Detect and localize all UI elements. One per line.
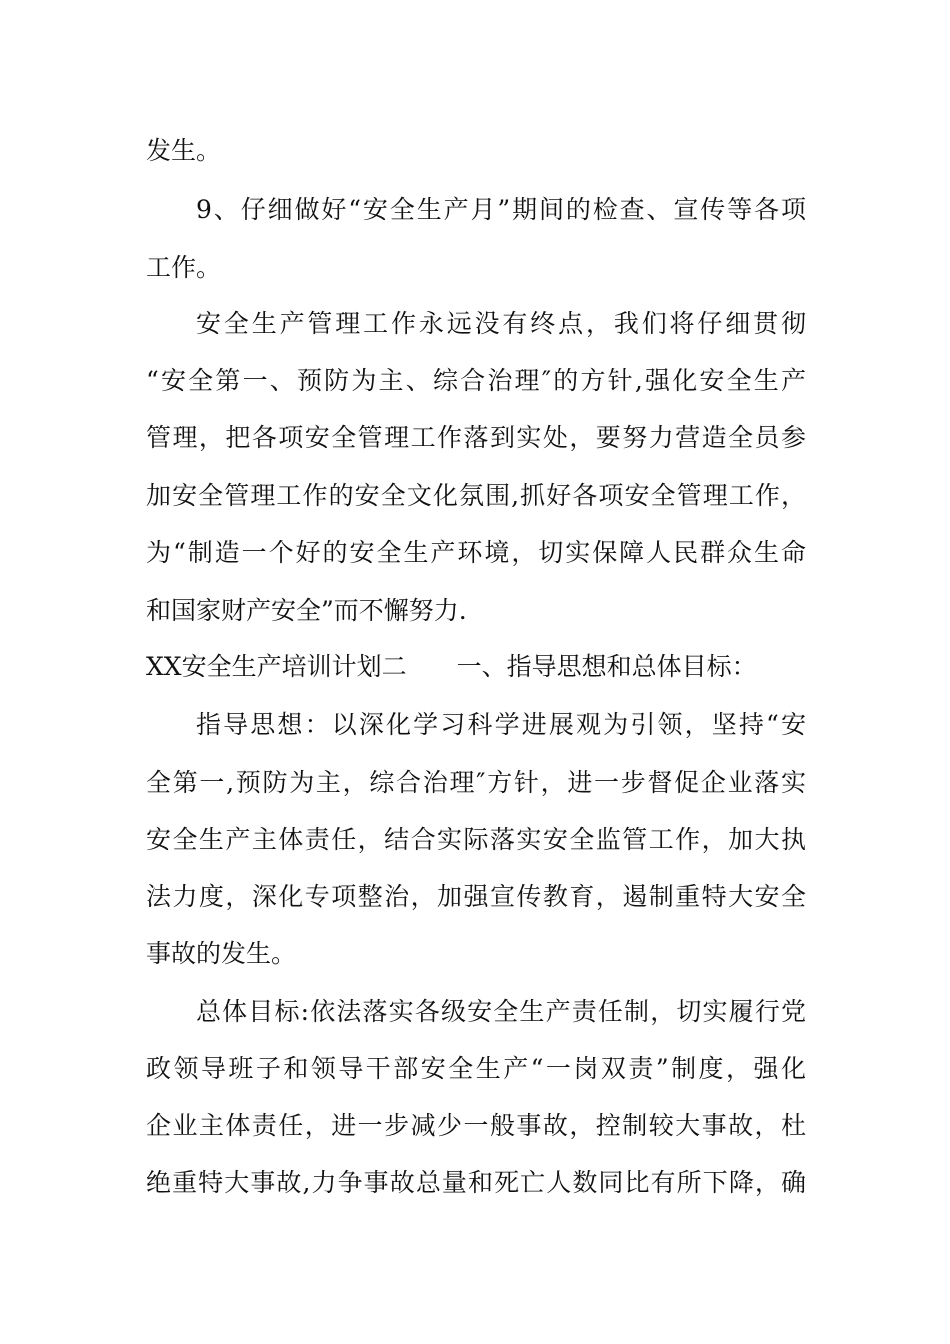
- text-line: 企业主体责任，进一步减少一般事故，控制较大事故，杜: [146, 1111, 806, 1140]
- text-line: 法力度，深化专项整治，加强宣传教育，遏制重特大安全: [146, 882, 806, 911]
- text-line: 安全生产管理工作永远没有终点，我们将仔细贯彻: [196, 309, 806, 338]
- text-line: “安全第一、预防为主、综合治理″的方针,强化安全生产: [146, 366, 806, 395]
- text-line: 绝重特大事故,力争事故总量和死亡人数同比有所下降，确: [146, 1168, 806, 1197]
- text-line: 总体目标:依法落实各级安全生产责任制，切实履行党: [196, 997, 806, 1026]
- text-line: 工作。: [146, 253, 222, 282]
- text-line: 为“制造一个好的安全生产环境，切实保障人民群众生命: [146, 538, 806, 567]
- section-heading: XX安全生产培训计划二 一、指导思想和总体目标：: [146, 652, 757, 681]
- text-line: 管理，把各项安全管理工作落到实处，要努力营造全员参: [146, 423, 806, 452]
- text-line: 加安全管理工作的安全文化氛围,抓好各项安全管理工作，: [146, 481, 806, 510]
- text-line: 全第一,预防为主，综合治理″方针，进一步督促企业落实: [146, 768, 806, 797]
- text-line: 9、仔细做好“安全生产月”期间的检查、宣传等各项: [196, 195, 806, 224]
- text-line: 事故的发生。: [146, 939, 297, 968]
- text-line: 安全生产主体责任，结合实际落实安全监管工作，加大执: [146, 825, 806, 854]
- text-line: 政领导班子和领导干部安全生产“一岗双责”制度，强化: [146, 1054, 806, 1083]
- text-line: 指导思想：以深化学习科学进展观为引领，坚持“安: [196, 710, 806, 739]
- text-line: 发生。: [146, 136, 222, 165]
- text-line: 和国家财产安全”而不懈努力.: [146, 596, 467, 625]
